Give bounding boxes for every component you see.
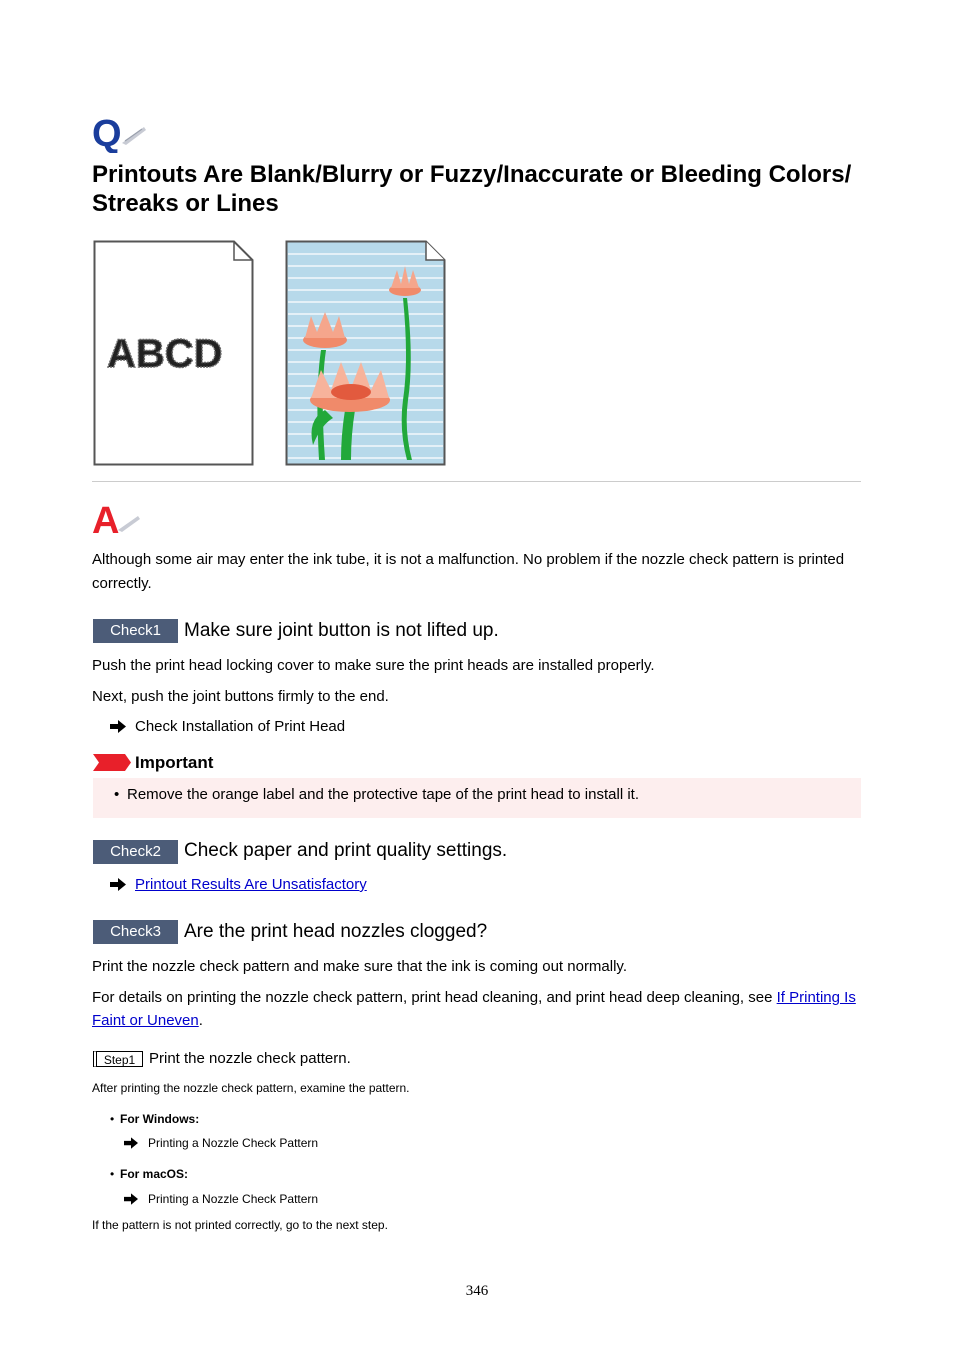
bullet-icon: •: [114, 786, 120, 803]
macos-label: For macOS:: [120, 1167, 189, 1181]
streaked-flower-sample-image: [285, 240, 447, 466]
right-arrow-icon: [124, 1137, 138, 1149]
faint-printing-link[interactable]: If Printing Is Faint or Uneven: [92, 989, 856, 1029]
step1-title: Print the nozzle check pattern.: [149, 1050, 351, 1067]
important-box: [93, 778, 861, 818]
check-installation-link-row[interactable]: [110, 717, 510, 737]
blurry-text-sample-image: [93, 240, 255, 466]
check3-title: Are the print head nozzles clogged?: [184, 921, 488, 942]
section-divider: [92, 481, 861, 482]
check1-paragraph-1: Push the print head locking cover to make sure the print heads are installed properly.: [92, 657, 655, 674]
right-arrow-icon: [110, 720, 126, 733]
check2-title: Check paper and print quality settings.: [184, 840, 508, 861]
check1-tag: Check1: [93, 619, 178, 643]
question-icon: [92, 113, 148, 153]
blurry-abcd-text: ABCD: [107, 332, 223, 376]
important-title: Important: [135, 753, 214, 772]
important-item: Remove the orange label and the protective tape of the print head to install it.: [127, 786, 639, 803]
right-arrow-icon: [110, 878, 126, 891]
check1-paragraph-2: Next, push the joint buttons firmly to the end.: [92, 688, 389, 705]
check3-paragraph-2-text: For details on printing the nozzle check pattern, print head cleaning, and print head deep cleaning, see: [92, 989, 777, 1006]
page-number: 346: [465, 1283, 489, 1299]
check-installation-link[interactable]: Check Installation of Print Head: [135, 718, 346, 735]
macos-bullet: [110, 1166, 310, 1182]
printout-results-link[interactable]: Printout Results Are Unsatisfactory: [135, 876, 367, 893]
important-icon: [93, 754, 133, 771]
svg-text:A: A: [92, 500, 120, 536]
check2-tag: Check2: [93, 840, 178, 864]
right-arrow-icon: [124, 1193, 138, 1205]
step1-description: After printing the nozzle check pattern, examine the pattern.: [92, 1081, 410, 1095]
svg-text:Q: Q: [92, 113, 122, 153]
windows-label: For Windows:: [120, 1112, 200, 1126]
bullet-icon: •: [110, 1167, 115, 1181]
windows-nozzle-link[interactable]: Printing a Nozzle Check Pattern: [148, 1136, 319, 1150]
answer-icon: [92, 500, 142, 536]
macos-nozzle-link[interactable]: Printing a Nozzle Check Pattern: [148, 1192, 319, 1206]
check3-tag: Check3: [93, 920, 178, 944]
check3-paragraph-1: Print the nozzle check pattern and make sure that the ink is coming out normally.: [92, 958, 627, 975]
check1-title: Make sure joint button is not lifted up.: [184, 620, 499, 641]
windows-nozzle-link-row[interactable]: [124, 1135, 424, 1151]
windows-bullet: [110, 1111, 310, 1127]
step1-footer: If the pattern is not printed correctly, go to the next step.: [92, 1218, 388, 1232]
page-title: Printouts Are Blank/Blurry or Fuzzy/Inaccurate or Bleeding Colors/ Streaks or Lines: [92, 161, 852, 217]
check3-paragraph-2: [92, 986, 862, 1032]
step1-tag: Step1: [93, 1051, 143, 1067]
printout-results-link-row[interactable]: [110, 875, 510, 895]
bullet-icon: •: [110, 1112, 115, 1126]
macos-nozzle-link-row[interactable]: [124, 1191, 424, 1207]
answer-intro: Although some air may enter the ink tube, it is not a malfunction. No problem if the nozzle check pattern is printed correctly.: [92, 551, 845, 592]
check3-paragraph-2-end: .: [198, 1012, 203, 1029]
